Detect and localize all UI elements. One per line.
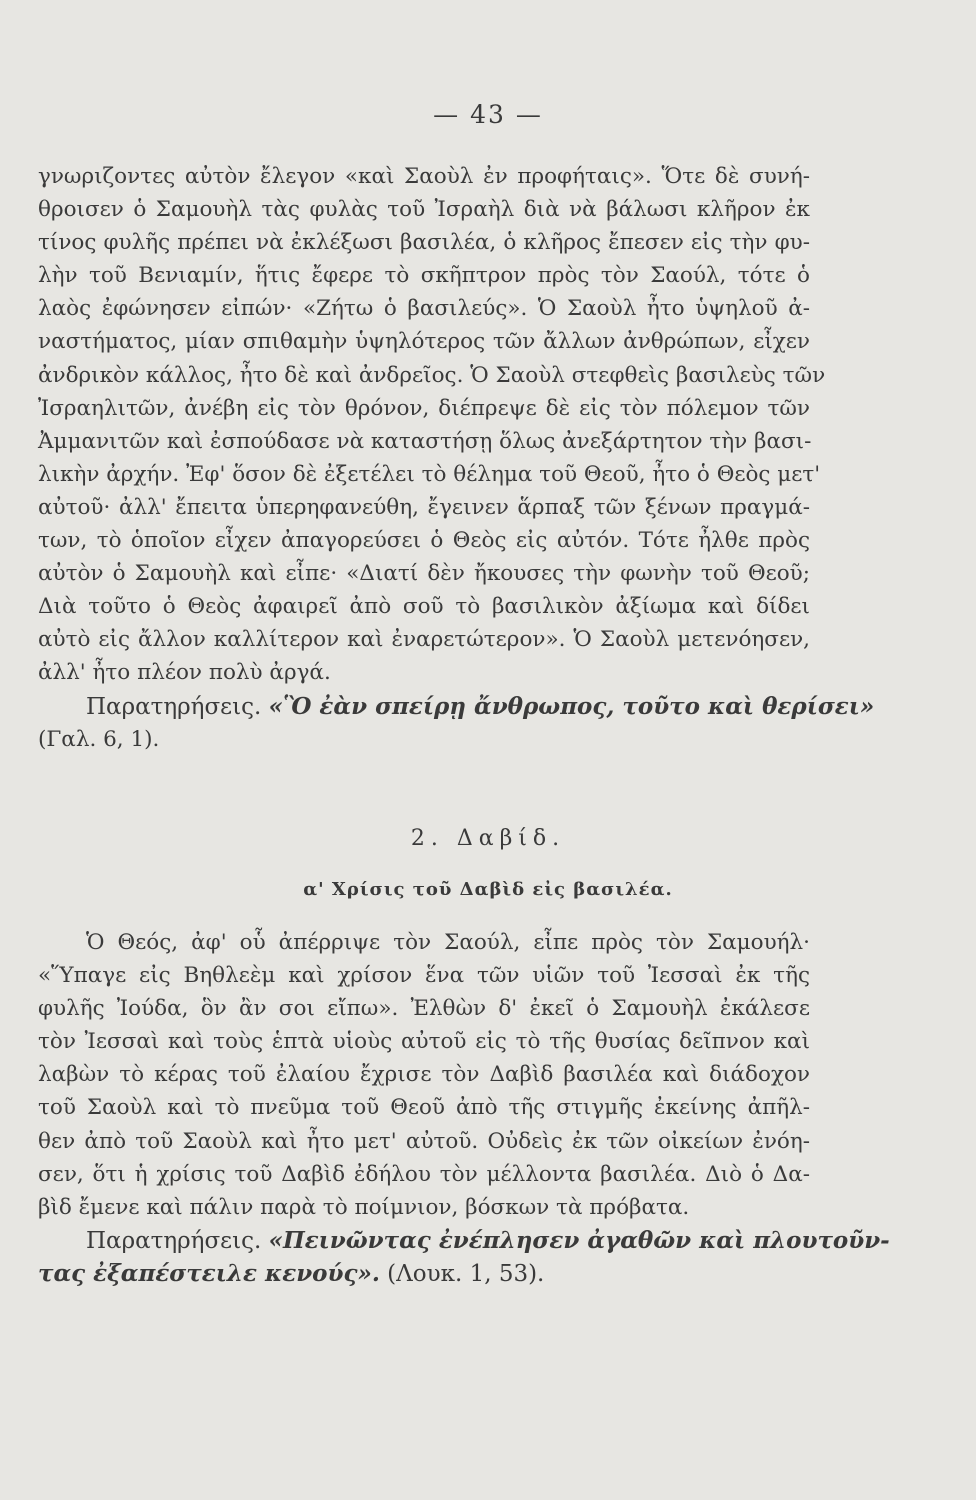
text-line: λαβὼν τὸ κέρας τοῦ ἐλαίου ἔχρισε τὸν Δαβὶδ βασιλέα καὶ διάδοχον: [38, 1062, 810, 1088]
text-line: βὶδ ἔμενε καὶ πάλιν παρὰ τὸ ποίμνιον, βόσκων τὰ πρόβατα.: [38, 1194, 690, 1220]
text-line: φυλῆς Ἰούδα, ὃν ἂν σοι εἴπω». Ἐλθὼν δ' ἐκεῖ ὁ Σαμουὴλ ἐκάλεσε: [38, 996, 810, 1022]
text-line: των, τὸ ὁποῖον εἶχεν ἀπαγορεύσει ὁ Θεὸς εἰς αὐτόν. Τότε ἦλθε πρὸς: [38, 528, 810, 554]
observations-reference: (Γαλ. 6, 1).: [38, 726, 160, 752]
text-line: Ἰσραηλιτῶν, ἀνέβη εἰς τὸν θρόνον, διέπρεψε δὲ εἰς τὸν πόλεμον τῶν: [38, 395, 810, 421]
text-line: θροισεν ὁ Σαμουὴλ τὰς φυλὰς τοῦ Ἰσραὴλ διὰ νὰ βάλωσι κλῆρον ἐκ: [38, 197, 810, 223]
observations-quote: «Ὃ ἐὰν σπείρῃ ἄνθρωπος, τοῦτο καὶ θερίσει»: [268, 692, 875, 720]
observations-reference: (Λουκ. 1, 53).: [387, 1260, 545, 1287]
paragraph-david: [38, 926, 890, 1290]
observations-1: [38, 690, 875, 723]
subsection-title: α' Χρίσις τοῦ Δαβὶδ εἰς βασιλέα.: [303, 879, 673, 900]
text-line: σεν, ὅτι ἡ χρίσις τοῦ Δαβὶδ ἐδήλου τὸν μέλλοντα βασιλέα. Διὸ ὁ Δα-: [38, 1161, 810, 1187]
text-line: θεν ἀπὸ τοῦ Σαοὺλ καὶ ἦτο μετ' αὐτοῦ. Οὐδεὶς ἐκ τῶν οἰκείων ἐνόη-: [38, 1128, 810, 1154]
text-line: Ὁ Θεός, ἀφ' οὗ ἀπέρριψε τὸν Σαούλ, εἶπε πρὸς τὸν Σαμουήλ·: [86, 930, 810, 955]
page-number: — 43 —: [433, 100, 543, 129]
text-line: αὐτὸ εἰς ἄλλον καλλίτερον καὶ ἐναρετώτερον». Ὁ Σαοὺλ μετενόησεν,: [38, 627, 810, 653]
text-line: Διὰ τοῦτο ὁ Θεὸς ἀφαιρεῖ ἀπὸ σοῦ τὸ βασιλικὸν ἀξίωμα καὶ δίδει: [38, 594, 810, 620]
text-line: τὸν Ἰεσσαὶ καὶ τοὺς ἑπτὰ υἱοὺς αὐτοῦ εἰς τὸ τῆς θυσίας δεῖπνον καὶ: [38, 1029, 810, 1055]
text-line: «Ὕπαγε εἰς Βηθλεὲμ καὶ χρίσον ἕνα τῶν υἱῶν τοῦ Ἰεσσαὶ ἐκ τῆς: [38, 963, 810, 989]
text-line: λικὴν ἀρχήν. Ἐφ' ὅσον δὲ ἐξετέλει τὸ θέλημα τοῦ Θεοῦ, ἦτο ὁ Θεὸς μετ': [38, 461, 821, 487]
observations-quote-cont: τας ἐξαπέστειλε κενούς».: [38, 1259, 380, 1287]
text-line: ἀνδρικὸν κάλλος, ἦτο δὲ καὶ ἀνδρεῖος. Ὁ Σαοὺλ στεφθεὶς βασιλεὺς τῶν: [38, 362, 826, 388]
text-line: γνωριζοντες αὐτὸν ἔλεγον «καὶ Σαοὺλ ἐν προφήταις». Ὅτε δὲ συνή-: [38, 164, 810, 189]
text-line: ἀλλ' ἦτο πλέον πολὺ ἀργά.: [38, 660, 331, 686]
observations-label: Παρατηρήσεις.: [86, 693, 262, 720]
observations-2-cont: [38, 1257, 810, 1290]
text-line: λὴν τοῦ Βενιαμίν, ἥτις ἔφερε τὸ σκῆπτρον πρὸς τὸν Σαούλ, τότε ὁ: [38, 263, 810, 289]
text-line: ναστήματος, μίαν σπιθαμὴν ὑψηλότερος τῶν ἄλλων ἀνθρώπων, εἶχεν: [38, 329, 810, 355]
text-line: αὐτοῦ· ἀλλ' ἔπειτα ὑπερηφανεύθη, ἔγεινεν ἅρπαξ τῶν ξένων πραγμά-: [38, 494, 810, 520]
paragraph-saul: [38, 160, 875, 756]
text-line: Ἀμμανιτῶν καὶ ἐσπούδασε νὰ καταστήσῃ ὅλως ἀνεξάρτητον τὴν βασι-: [38, 428, 812, 454]
observations-2: [38, 1224, 890, 1257]
text-line: τίνος φυλῆς πρέπει νὰ ἐκλέξωσι βασιλέα, ὁ κλῆρος ἔπεσεν εἰς τὴν φυ-: [38, 230, 810, 256]
section-title: 2. Δαβίδ.: [410, 826, 566, 851]
text-line: αὐτὸν ὁ Σαμουὴλ καὶ εἶπε· «Διατί δὲν ἤκουσες τὴν φωνὴν τοῦ Θεοῦ;: [38, 561, 810, 587]
observations-label: Παρατηρήσεις.: [86, 1227, 262, 1254]
text-line: τοῦ Σαοὺλ καὶ τὸ πνεῦμα τοῦ Θεοῦ ἀπὸ τῆς στιγμῆς ἐκείνης ἀπῆλ-: [38, 1095, 810, 1121]
text-line: λαὸς ἐφώνησεν εἰπών· «Ζήτω ὁ βασιλεύς». Ὁ Σαοὺλ ἦτο ὑψηλοῦ ἀ-: [38, 296, 810, 322]
observations-quote: «Πεινῶντας ἐνέπλησεν ἀγαθῶν καὶ πλουτοῦν-: [268, 1226, 890, 1254]
